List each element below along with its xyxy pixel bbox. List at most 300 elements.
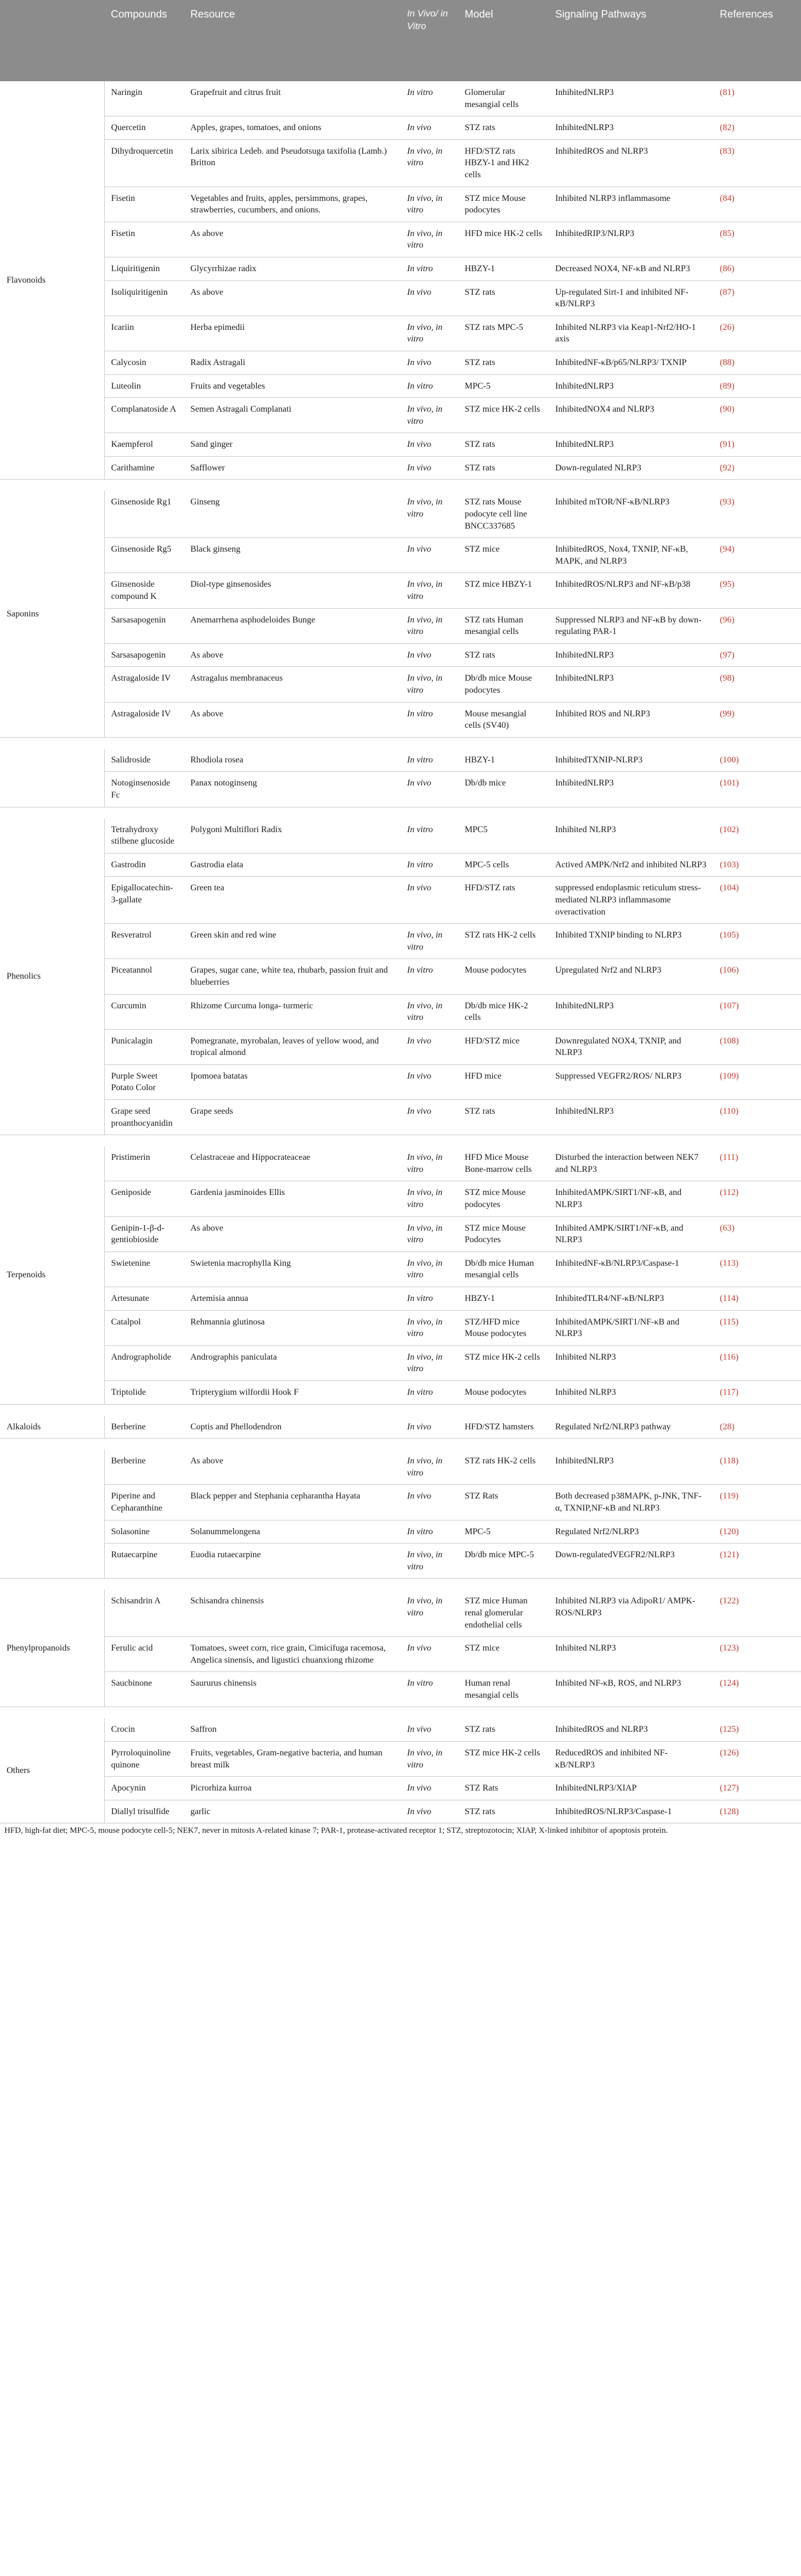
resource-cell: Solanummelongena bbox=[184, 1520, 400, 1544]
invivo-cell: In vivo, in vitro bbox=[400, 994, 458, 1029]
group-separator bbox=[0, 480, 801, 491]
invivo-cell: In vivo, in vitro bbox=[400, 667, 458, 702]
table-body bbox=[0, 81, 801, 1823]
invivo-cell: In vivo, in vitro bbox=[400, 187, 458, 222]
reference-cell: (118) bbox=[713, 1450, 801, 1485]
compound-cell: Dihydroquercetin bbox=[104, 139, 184, 187]
category-cell bbox=[0, 1450, 104, 1579]
compound-cell: Diallyl trisulfide bbox=[104, 1800, 184, 1823]
model-cell: STZ rats bbox=[458, 116, 549, 140]
model-cell: HFD mice HK-2 cells bbox=[458, 222, 549, 257]
pathway-cell: Downregulated NOX4, TXNIP, and NLRP3 bbox=[549, 1029, 713, 1064]
reference-cell: (87) bbox=[713, 280, 801, 316]
model-cell: STZ mice bbox=[458, 538, 549, 573]
model-cell: STZ mice HBZY-1 bbox=[458, 573, 549, 608]
model-cell: HBZY-1 bbox=[458, 749, 549, 772]
table-row bbox=[0, 433, 801, 457]
model-cell: HBZY-1 bbox=[458, 257, 549, 280]
pathway-cell: ReducedROS and inhibited NF-κB/NLRP3 bbox=[549, 1742, 713, 1777]
pathway-cell: InhibitedNLRP3/XIAP bbox=[549, 1777, 713, 1800]
table-row bbox=[0, 1544, 801, 1579]
reference-cell: (88) bbox=[713, 351, 801, 374]
compound-cell: Pristimerin bbox=[104, 1146, 184, 1181]
pathway-cell: Inhibited NF-κB, ROS, and NLRP3 bbox=[549, 1672, 713, 1707]
pathway-cell: InhibitedAMPK/SIRT1/NF-κB, and NLRP3 bbox=[549, 1181, 713, 1216]
pathway-cell: InhibitedROS/NLRP3 and NF-κB/p38 bbox=[549, 573, 713, 608]
model-cell: STZ rats bbox=[458, 456, 549, 480]
invivo-cell: In vivo bbox=[400, 1777, 458, 1800]
compound-cell: Tetrahydroxy stilbene glucoside bbox=[104, 818, 184, 854]
pathway-cell: InhibitedNLRP3 bbox=[549, 772, 713, 807]
table-row bbox=[0, 1416, 801, 1439]
pathway-cell: Inhibited ROS and NLRP3 bbox=[549, 702, 713, 737]
model-cell: HFD Mice Mouse Bone-marrow cells bbox=[458, 1146, 549, 1181]
invivo-cell: In vivo bbox=[400, 643, 458, 667]
reference-cell: (95) bbox=[713, 573, 801, 608]
resource-cell: Anemarrhena asphodeloides Bunge bbox=[184, 608, 400, 643]
pathway-cell: InhibitedNF-κB/p65/NLRP3/ TXNIP bbox=[549, 351, 713, 374]
compound-cell: Swietenine bbox=[104, 1251, 184, 1287]
reference-cell: (103) bbox=[713, 853, 801, 877]
reference-cell: (96) bbox=[713, 608, 801, 643]
resource-cell: Sand ginger bbox=[184, 433, 400, 457]
reference-cell: (115) bbox=[713, 1310, 801, 1345]
resource-cell: Gastrodia elata bbox=[184, 853, 400, 877]
compound-cell: Berberine bbox=[104, 1450, 184, 1485]
resource-cell: Vegetables and fruits, apples, persimmons, grapes, strawberries, cucumbers, and onions. bbox=[184, 187, 400, 222]
compound-cell: Quercetin bbox=[104, 116, 184, 140]
table-row bbox=[0, 959, 801, 994]
model-cell: MPC-5 bbox=[458, 374, 549, 398]
category-cell: Terpenoids bbox=[0, 1146, 104, 1404]
resource-cell: Saffron bbox=[184, 1718, 400, 1741]
compound-cell: Schisandrin A bbox=[104, 1590, 184, 1636]
category-cell: Saponins bbox=[0, 491, 104, 737]
reference-cell: (126) bbox=[713, 1742, 801, 1777]
model-cell: STZ rats Mouse podocyte cell line BNCC337685 bbox=[458, 491, 549, 537]
model-cell: STZ rats Human mesangial cells bbox=[458, 608, 549, 643]
pathway-cell: InhibitedNOX4 and NLRP3 bbox=[549, 398, 713, 433]
compound-cell: Epigallocatechin-3-gallate bbox=[104, 877, 184, 924]
pathway-cell: Suppressed VEGFR2/ROS/ NLRP3 bbox=[549, 1064, 713, 1099]
pathway-cell: Suppressed NLRP3 and NF-κB by down-regulating PAR-1 bbox=[549, 608, 713, 643]
pathway-cell: InhibitedNLRP3 bbox=[549, 433, 713, 457]
resource-cell: Radix Astragali bbox=[184, 351, 400, 374]
table-row bbox=[0, 116, 801, 140]
compound-cell: Ginsenoside compound K bbox=[104, 573, 184, 608]
group-separator bbox=[0, 1439, 801, 1450]
compound-cell: Sarsasapogenin bbox=[104, 608, 184, 643]
reference-cell: (110) bbox=[713, 1100, 801, 1135]
model-cell: STZ/HFD mice Mouse podocytes bbox=[458, 1310, 549, 1345]
table-row bbox=[0, 1310, 801, 1345]
table-row bbox=[0, 667, 801, 702]
table-row bbox=[0, 187, 801, 222]
table-row bbox=[0, 139, 801, 187]
compound-cell: Purple Sweet Potato Color bbox=[104, 1064, 184, 1099]
invivo-cell: In vitro bbox=[400, 818, 458, 854]
compound-cell: Kaempferol bbox=[104, 433, 184, 457]
invivo-cell: In vivo, in vitro bbox=[400, 1251, 458, 1287]
model-cell: Db/db mice Mouse podocytes bbox=[458, 667, 549, 702]
table-row bbox=[0, 1100, 801, 1135]
compound-cell: Geniposide bbox=[104, 1181, 184, 1216]
model-cell: MPC5 bbox=[458, 818, 549, 854]
model-cell: MPC-5 cells bbox=[458, 853, 549, 877]
table-row bbox=[0, 994, 801, 1029]
invivo-cell: In vivo bbox=[400, 1800, 458, 1823]
pathway-cell: suppressed endoplasmic reticulum stress-mediated NLRP3 inflammasome overactivation bbox=[549, 877, 713, 924]
model-cell: HBZY-1 bbox=[458, 1287, 549, 1311]
resource-cell: Pomegranate, myrobalan, leaves of yellow wood, and tropical almond bbox=[184, 1029, 400, 1064]
resource-cell: Coptis and Phellodendron bbox=[184, 1416, 400, 1439]
model-cell: STZ mice HK-2 cells bbox=[458, 398, 549, 433]
reference-cell: (106) bbox=[713, 959, 801, 994]
model-cell: HFD/STZ rats HBZY-1 and HK2 cells bbox=[458, 139, 549, 187]
header-model: Model bbox=[458, 0, 549, 81]
reference-cell: (91) bbox=[713, 433, 801, 457]
resource-cell: Euodia rutaecarpine bbox=[184, 1544, 400, 1579]
pathway-cell: InhibitedNLRP3 bbox=[549, 374, 713, 398]
compound-cell: Andrographolide bbox=[104, 1345, 184, 1380]
category-cell: Alkaloids bbox=[0, 1416, 104, 1439]
header-pathways: Signaling Pathways bbox=[549, 0, 713, 81]
pathway-cell: Up-regulated Sirt-1 and inhibited NF-κB/NLRP3 bbox=[549, 280, 713, 316]
table-row bbox=[0, 573, 801, 608]
reference-cell: (123) bbox=[713, 1637, 801, 1672]
resource-cell: Panax notoginseng bbox=[184, 772, 400, 807]
reference-cell: (97) bbox=[713, 643, 801, 667]
table-row bbox=[0, 1672, 801, 1707]
compound-cell: Berberine bbox=[104, 1416, 184, 1439]
compound-cell: Fisetin bbox=[104, 187, 184, 222]
model-cell: STZ mice Mouse Podocytes bbox=[458, 1216, 549, 1251]
compound-cell: Isoliquiritigenin bbox=[104, 280, 184, 316]
table-row bbox=[0, 374, 801, 398]
category-cell: Phenolics bbox=[0, 818, 104, 1135]
category-cell: Flavonoids bbox=[0, 81, 104, 480]
model-cell: STZ Rats bbox=[458, 1485, 549, 1520]
table-row bbox=[0, 1029, 801, 1064]
table-row bbox=[0, 749, 801, 772]
compound-cell: Carithamine bbox=[104, 456, 184, 480]
reference-cell: (125) bbox=[713, 1718, 801, 1741]
reference-cell: (28) bbox=[713, 1416, 801, 1439]
table-row bbox=[0, 1345, 801, 1380]
model-cell: STZ mice Human renal glomerular endothelial cells bbox=[458, 1590, 549, 1636]
pathway-cell: InhibitedROS, Nox4, TXNIP, NF-κB, MAPK, and NLRP3 bbox=[549, 538, 713, 573]
invivo-cell: In vivo, in vitro bbox=[400, 398, 458, 433]
pathway-cell: Down-regulatedVEGFR2/NLRP3 bbox=[549, 1544, 713, 1579]
reference-cell: (99) bbox=[713, 702, 801, 737]
invivo-cell: In vivo bbox=[400, 1029, 458, 1064]
reference-cell: (63) bbox=[713, 1216, 801, 1251]
compound-cell: Crocin bbox=[104, 1718, 184, 1741]
resource-cell: As above bbox=[184, 222, 400, 257]
reference-cell: (92) bbox=[713, 456, 801, 480]
reference-cell: (127) bbox=[713, 1777, 801, 1800]
compound-cell: Ferulic acid bbox=[104, 1637, 184, 1672]
model-cell: STZ rats bbox=[458, 351, 549, 374]
reference-cell: (111) bbox=[713, 1146, 801, 1181]
table-row bbox=[0, 491, 801, 537]
compound-cell: Sarsasapogenin bbox=[104, 643, 184, 667]
compound-cell: Saucbinone bbox=[104, 1672, 184, 1707]
compound-cell: Piceatannol bbox=[104, 959, 184, 994]
reference-cell: (105) bbox=[713, 924, 801, 959]
table-row bbox=[0, 1742, 801, 1777]
invivo-cell: In vivo bbox=[400, 280, 458, 316]
compound-cell: Notoginsenoside Fc bbox=[104, 772, 184, 807]
compound-cell: Astragaloside IV bbox=[104, 702, 184, 737]
pathway-cell: Disturbed the interaction between NEK7 and NLRP3 bbox=[549, 1146, 713, 1181]
table-row bbox=[0, 608, 801, 643]
invivo-cell: In vitro bbox=[400, 1672, 458, 1707]
table-row bbox=[0, 257, 801, 280]
reference-cell: (102) bbox=[713, 818, 801, 854]
invivo-cell: In vivo bbox=[400, 1416, 458, 1439]
table-row bbox=[0, 1637, 801, 1672]
reference-cell: (100) bbox=[713, 749, 801, 772]
table-row bbox=[0, 1450, 801, 1485]
group-separator bbox=[0, 1579, 801, 1590]
group-separator bbox=[0, 1404, 801, 1416]
resource-cell: Artemisia annua bbox=[184, 1287, 400, 1311]
resource-cell: Green tea bbox=[184, 877, 400, 924]
table-row bbox=[0, 853, 801, 877]
resource-cell: Schisandra chinensis bbox=[184, 1590, 400, 1636]
reference-cell: (93) bbox=[713, 491, 801, 537]
model-cell: STZ rats bbox=[458, 1800, 549, 1823]
pathway-cell: InhibitedNLRP3 bbox=[549, 1450, 713, 1485]
compound-cell: Complanatoside A bbox=[104, 398, 184, 433]
pathway-cell: Inhibited mTOR/NF-κB/NLRP3 bbox=[549, 491, 713, 537]
model-cell: Mouse podocytes bbox=[458, 1380, 549, 1404]
compound-cell: Liquiritigenin bbox=[104, 257, 184, 280]
pathway-cell: InhibitedNLRP3 bbox=[549, 643, 713, 667]
resource-cell: Ginseng bbox=[184, 491, 400, 537]
table-row bbox=[0, 316, 801, 351]
category-cell bbox=[0, 749, 104, 807]
pathway-cell: Regulated Nrf2/NLRP3 bbox=[549, 1520, 713, 1544]
model-cell: STZ mice HK-2 cells bbox=[458, 1345, 549, 1380]
table-row bbox=[0, 538, 801, 573]
table-row bbox=[0, 1800, 801, 1823]
compound-cell: Grape seed proanthocyanidin bbox=[104, 1100, 184, 1135]
table-row bbox=[0, 351, 801, 374]
table-row bbox=[0, 81, 801, 116]
pathway-cell: InhibitedNLRP3 bbox=[549, 994, 713, 1029]
table-row bbox=[0, 1287, 801, 1311]
reference-cell: (121) bbox=[713, 1544, 801, 1579]
compound-cell: Salidroside bbox=[104, 749, 184, 772]
model-cell: HFD/STZ mice bbox=[458, 1029, 549, 1064]
invivo-cell: In vivo, in vitro bbox=[400, 1544, 458, 1579]
invivo-cell: In vitro bbox=[400, 853, 458, 877]
reference-cell: (117) bbox=[713, 1380, 801, 1404]
table-footnote: HFD, high-fat diet; MPC-5, mouse podocyte cell-5; NEK7, never in mitosis A-related kinase 7; PAR-1, protease-activated receptor 1; STZ, streptozotocin; XIAP, X-linked inhibitor of apoptosis protein. bbox=[4, 1826, 668, 1836]
table-row bbox=[0, 456, 801, 480]
table-row bbox=[0, 398, 801, 433]
invivo-cell: In vivo, in vitro bbox=[400, 222, 458, 257]
pathway-cell: InhibitedTXNIP-NLRP3 bbox=[549, 749, 713, 772]
compound-cell: Naringin bbox=[104, 81, 184, 116]
header-references: References bbox=[713, 0, 801, 81]
reference-cell: (104) bbox=[713, 877, 801, 924]
reference-cell: (82) bbox=[713, 116, 801, 140]
reference-cell: (84) bbox=[713, 187, 801, 222]
model-cell: HFD/STZ rats bbox=[458, 877, 549, 924]
table-row bbox=[0, 222, 801, 257]
pathway-cell: InhibitedTLR4/NF-κB/NLRP3 bbox=[549, 1287, 713, 1311]
resource-cell: Celastraceae and Hippocrateaceae bbox=[184, 1146, 400, 1181]
resource-cell: Fruits and vegetables bbox=[184, 374, 400, 398]
pathway-cell: InhibitedNLRP3 bbox=[549, 81, 713, 116]
table-header-row bbox=[0, 0, 801, 81]
resource-cell: Ipomoea batatas bbox=[184, 1064, 400, 1099]
resource-cell: Gardenia jasminoides Ellis bbox=[184, 1181, 400, 1216]
table-row bbox=[0, 1777, 801, 1800]
invivo-cell: In vivo bbox=[400, 456, 458, 480]
resource-cell: As above bbox=[184, 643, 400, 667]
reference-cell: (85) bbox=[713, 222, 801, 257]
table-row bbox=[0, 1590, 801, 1636]
pathway-cell: Inhibited NLRP3 bbox=[549, 1380, 713, 1404]
resource-cell: As above bbox=[184, 1216, 400, 1251]
pathway-cell: Down-regulated NLRP3 bbox=[549, 456, 713, 480]
pathway-cell: Both decreased p38MAPK, p-JNK, TNF-α, TXNIP,NF-κB and NLRP3 bbox=[549, 1485, 713, 1520]
pathway-cell: InhibitedROS/NLRP3/Caspase-1 bbox=[549, 1800, 713, 1823]
reference-cell: (120) bbox=[713, 1520, 801, 1544]
resource-cell: Grape seeds bbox=[184, 1100, 400, 1135]
pathway-cell: Inhibited NLRP3 inflammasome bbox=[549, 187, 713, 222]
compound-cell: Astragaloside IV bbox=[104, 667, 184, 702]
pathway-cell: Upregulated Nrf2 and NLRP3 bbox=[549, 959, 713, 994]
pathway-cell: InhibitedNLRP3 bbox=[549, 667, 713, 702]
pathway-cell: InhibitedROS and NLRP3 bbox=[549, 139, 713, 187]
model-cell: STZ rats bbox=[458, 1100, 549, 1135]
model-cell: Mouse podocytes bbox=[458, 959, 549, 994]
compound-cell: Rutaecarpine bbox=[104, 1544, 184, 1579]
model-cell: STZ mice Mouse podocytes bbox=[458, 187, 549, 222]
compound-cell: Piperine and Cepharanthine bbox=[104, 1485, 184, 1520]
model-cell: STZ rats MPC-5 bbox=[458, 316, 549, 351]
resource-cell: Rhizome Curcuma longa- turmeric bbox=[184, 994, 400, 1029]
table-row bbox=[0, 1146, 801, 1181]
invivo-cell: In vivo, in vitro bbox=[400, 316, 458, 351]
pathway-cell: InhibitedAMPK/SIRT1/NF-κB and NLRP3 bbox=[549, 1310, 713, 1345]
resource-cell: Tomatoes, sweet corn, rice grain, Cimicifuga racemosa, Angelica sinensis, and ligustici chuanxiong rhizome bbox=[184, 1637, 400, 1672]
compound-cell: Catalpol bbox=[104, 1310, 184, 1345]
table-row bbox=[0, 1251, 801, 1287]
reference-cell: (119) bbox=[713, 1485, 801, 1520]
resource-cell: Rehmannia glutinosa bbox=[184, 1310, 400, 1345]
pathway-cell: Inhibited NLRP3 via AdipoR1/ AMPK-ROS/NLRP3 bbox=[549, 1590, 713, 1636]
resource-cell: Swietenia macrophylla King bbox=[184, 1251, 400, 1287]
model-cell: STZ rats bbox=[458, 280, 549, 316]
resource-cell: As above bbox=[184, 702, 400, 737]
model-cell: STZ rats HK-2 cells bbox=[458, 1450, 549, 1485]
reference-cell: (107) bbox=[713, 994, 801, 1029]
pathway-cell: Decreased NOX4, NF-κB and NLRP3 bbox=[549, 257, 713, 280]
invivo-cell: In vivo, in vitro bbox=[400, 1146, 458, 1181]
resource-cell: Fruits, vegetables, Gram-negative bacteria, and human breast milk bbox=[184, 1742, 400, 1777]
pathway-cell: Inhibited NLRP3 bbox=[549, 818, 713, 854]
compound-cell: Ginsenoside Rg1 bbox=[104, 491, 184, 537]
model-cell: Db/db mice MPC-5 bbox=[458, 1544, 549, 1579]
resource-cell: Larix sibirica Ledeb. and Pseudotsuga taxifolia (Lamb.) Britton bbox=[184, 139, 400, 187]
invivo-cell: In vivo bbox=[400, 1064, 458, 1099]
table-row bbox=[0, 1485, 801, 1520]
table-row bbox=[0, 1181, 801, 1216]
pathway-cell: Actived AMPK/Nrf2 and inhibited NLRP3 bbox=[549, 853, 713, 877]
compound-cell: Genipin-1-β-d-gentiobioside bbox=[104, 1216, 184, 1251]
resource-cell: Polygoni Multiflori Radix bbox=[184, 818, 400, 854]
compound-cell: Gastrodin bbox=[104, 853, 184, 877]
compound-cell: Calycosin bbox=[104, 351, 184, 374]
resource-cell: Astragalus membranaceus bbox=[184, 667, 400, 702]
model-cell: STZ Rats bbox=[458, 1777, 549, 1800]
model-cell: Db/db mice bbox=[458, 772, 549, 807]
invivo-cell: In vitro bbox=[400, 749, 458, 772]
header-resource: Resource bbox=[184, 0, 400, 81]
invivo-cell: In vivo bbox=[400, 1637, 458, 1672]
invivo-cell: In vivo, in vitro bbox=[400, 491, 458, 537]
pathway-cell: InhibitedNF-κB/NLRP3/Caspase-1 bbox=[549, 1251, 713, 1287]
reference-cell: (124) bbox=[713, 1672, 801, 1707]
invivo-cell: In vivo, in vitro bbox=[400, 139, 458, 187]
pathway-cell: Inhibited NLRP3 bbox=[549, 1637, 713, 1672]
reference-cell: (128) bbox=[713, 1800, 801, 1823]
compound-cell: Curcumin bbox=[104, 994, 184, 1029]
header-invivo: In Vivo/ in Vitro bbox=[400, 0, 458, 81]
table-row bbox=[0, 1064, 801, 1099]
reference-cell: (81) bbox=[713, 81, 801, 116]
compound-cell: Pyrroloquinoline quinone bbox=[104, 1742, 184, 1777]
resource-cell: Herba epimedii bbox=[184, 316, 400, 351]
invivo-cell: In vitro bbox=[400, 81, 458, 116]
compound-cell: Solasonine bbox=[104, 1520, 184, 1544]
invivo-cell: In vivo, in vitro bbox=[400, 1181, 458, 1216]
invivo-cell: In vivo, in vitro bbox=[400, 573, 458, 608]
invivo-cell: In vivo, in vitro bbox=[400, 1310, 458, 1345]
reference-cell: (26) bbox=[713, 316, 801, 351]
reference-cell: (112) bbox=[713, 1181, 801, 1216]
reference-cell: (116) bbox=[713, 1345, 801, 1380]
reference-cell: (101) bbox=[713, 772, 801, 807]
compound-cell: Resveratrol bbox=[104, 924, 184, 959]
compound-cell: Apocynin bbox=[104, 1777, 184, 1800]
model-cell: HFD/STZ hamsters bbox=[458, 1416, 549, 1439]
invivo-cell: In vivo bbox=[400, 116, 458, 140]
invivo-cell: In vitro bbox=[400, 1380, 458, 1404]
invivo-cell: In vivo bbox=[400, 1718, 458, 1741]
table-row bbox=[0, 1718, 801, 1741]
invivo-cell: In vivo bbox=[400, 1100, 458, 1135]
compound-cell: Artesunate bbox=[104, 1287, 184, 1311]
invivo-cell: In vivo, in vitro bbox=[400, 924, 458, 959]
header-compounds: Compounds bbox=[104, 0, 184, 81]
reference-cell: (122) bbox=[713, 1590, 801, 1636]
table-row bbox=[0, 1380, 801, 1404]
pathway-cell: Inhibited AMPK/SIRT1/NF-κB, and NLRP3 bbox=[549, 1216, 713, 1251]
invivo-cell: In vivo, in vitro bbox=[400, 1742, 458, 1777]
compound-cell: Triptolide bbox=[104, 1380, 184, 1404]
table-row bbox=[0, 924, 801, 959]
model-cell: STZ rats HK-2 cells bbox=[458, 924, 549, 959]
invivo-cell: In vivo bbox=[400, 877, 458, 924]
compound-cell: Punicalagin bbox=[104, 1029, 184, 1064]
